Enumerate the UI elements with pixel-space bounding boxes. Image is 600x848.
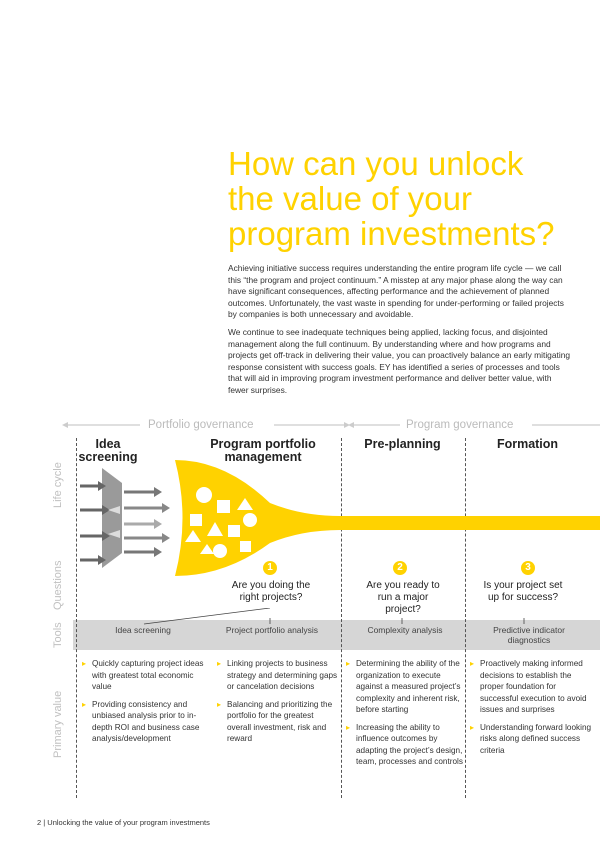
intro-paragraph-1: Achieving initiative success requires understanding the entire program life cycle — we call this “the program and project continuum.” A misstep at any major phase along the way can have significant consequences, affecting performance and the achievement of planned outcomes. Unfortunately, the vast waste in spending for under-performing or failed projects by companies is both unnecessary and avoidable. (228, 263, 564, 320)
value-column-3 (346, 658, 464, 774)
left-arrowhead-icon (348, 422, 354, 428)
row-label-life-cycle: Life cycle (52, 462, 64, 508)
value-column-4 (470, 658, 596, 762)
governance-header (62, 418, 600, 434)
value-item: ▸ Balancing and prioritizing the portfolio for the greatest overall investment, risk and reward (217, 699, 339, 745)
value-item: ▸ Providing consistency and unbiased analysis prior to in-depth ROI and business case analysis/development (82, 699, 206, 745)
tool-idea-screening: Idea screening (115, 625, 171, 635)
row-label-questions: Questions (52, 560, 64, 610)
intro-paragraph-2: We continue to see inadequate techniques being applied, lacking focus, and disjointed management along the full continuum. By understanding where and how programs and projects get off-track in delivering their value, you can proactively balance an early mitigating response consistent with success goals. EY has identified a series of processes and tools that will aid in improving program investment performance and deliver better value, with fewer surprises. (228, 326, 571, 395)
stage-pre-planning: Pre-planning (364, 437, 441, 451)
portfolio-governance-label: Portfolio governance (148, 419, 254, 431)
value-column-1 (82, 658, 206, 751)
stage-idea-screening: Idea screening (78, 437, 138, 464)
question-number-badge: 1 (263, 561, 277, 575)
question-number-badge: 2 (393, 561, 407, 575)
stage-formation: Formation (496, 437, 559, 451)
left-arrowhead-icon (62, 422, 68, 428)
tool-predictive-indicator-diagnostics: Predictive indicator diagnostics (493, 625, 565, 645)
page-footer: 2 | Unlocking the value of your program investments (37, 818, 210, 827)
question-3: Is your project set up for success? (483, 580, 563, 603)
question-number-badge: 3 (521, 561, 535, 575)
value-item: ▸ Determining the ability of the organization to execute against a measured project’s complexity and inherent risk, before starting (346, 658, 464, 716)
program-governance-label: Program governance (406, 419, 514, 431)
divider-line (76, 438, 77, 798)
row-label-tools: Tools (52, 622, 64, 648)
value-column-2 (217, 658, 339, 751)
screening-filter (102, 468, 122, 568)
value-item: ▸ Linking projects to business strategy and determining gaps or cancelation decisions (217, 658, 339, 693)
tool-complexity-analysis: Complexity analysis (367, 625, 443, 635)
funnel-shape (175, 460, 600, 576)
value-item: ▸ Quickly capturing project ideas with greatest total economic value (82, 658, 206, 693)
intro-text (228, 263, 573, 403)
stage-program-portfolio-management: Program portfolio management (210, 437, 316, 464)
value-item: ▸ Understanding forward looking risks along defined success criteria (470, 722, 596, 757)
tool-project-portfolio-analysis: Project portfolio analysis (225, 625, 319, 635)
row-label-primary-value: Primary value (52, 690, 64, 758)
question-1: Are you doing the right projects? (231, 580, 311, 603)
funnel-diagram (80, 458, 600, 578)
page-title: How can you unlock the value of your program investments? (228, 145, 555, 252)
question-2: Are you ready to run a major project? (366, 580, 440, 615)
value-item: ▸ Proactively making informed decisions to establish the proper foundation for successful execution to avoid issues and surprises (470, 658, 596, 716)
value-item: ▸ Increasing the ability to influence outcomes by adapting the project’s design, team, processes and controls (346, 722, 464, 768)
